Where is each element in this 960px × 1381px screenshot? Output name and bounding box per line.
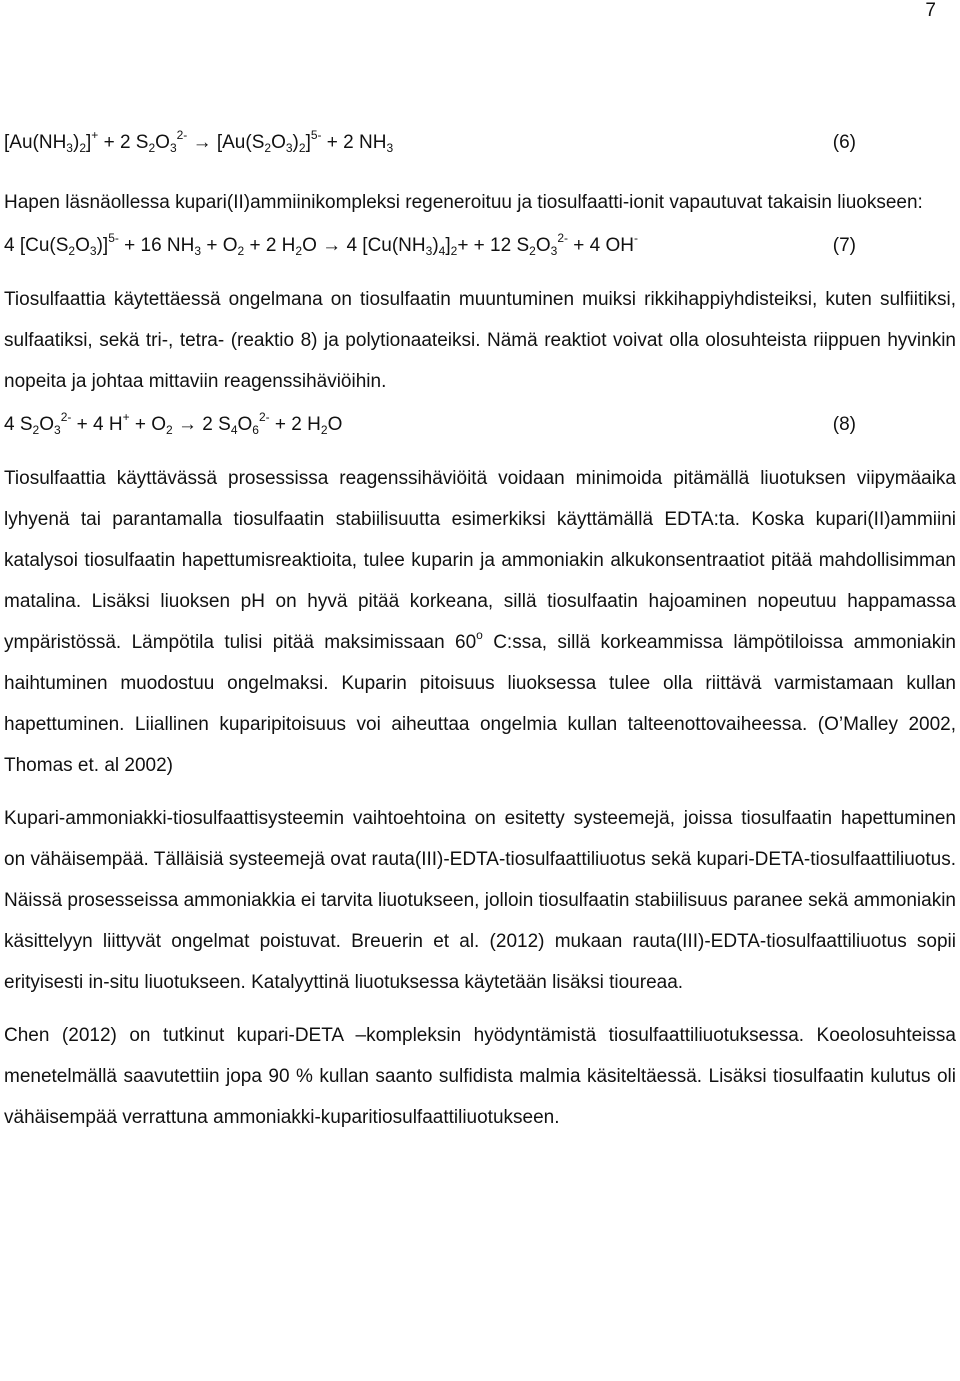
paragraph-2: Tiosulfaattia käytettäessä ongelmana on tiosulfaatin muuntuminen muiksi rikkihappiyhdisteiksi, kuten sulfiitiksi, sulfaatiksi, sekä tri-, tetra- (reaktio 8) ja polytionaateiksi. Nämä reaktiot voivat olla olosuhteista riippuen hyvinkin nopeita ja johtaa mittaviin reagenssihäviöihin. [4, 289, 956, 392]
paragraph-4: Kupari-ammoniakki-tiosulfaattisysteemin vaihtoehtoina on esitetty systeemejä, joissa tiosulfaatin hapettuminen on vähäisempää. Tälläisiä systeemejä ovat rauta(III)-EDTA-tiosulfaattiliuotus sekä kupari-DETA-tiosulfaattiliuotus. Näissä prosesseissa ammoniakkia ei tarvita liuotukseen, jolloin tiosulfaatin stabiilisuus paranee sekä ammoniakin käsittelyyn liittyvät ongelmat poistuvat. Breuerin et al. (2012) mukaan rauta(III)-EDTA-tiosulfaattiliuotus sopii erityisesti in-situ liuotukseen. Katalyyttinä liuotuksessa käytetään lisäksi tioureaa. [4, 808, 956, 993]
equation-6 [4, 124, 956, 164]
equation-8-number: (8) [832, 414, 856, 435]
equation-7-text: 4 $[Cu(S_2O_3)]^{5-} + 16$ $NH_3 + O_2 + 2$ $H_2O \to 4$ $[Cu(NH_3)_4]_2+ + 12$ $S_2O_3^{2-} + 4$ OH- [4, 231, 638, 258]
equation-7 [4, 227, 956, 267]
paragraph-1: Hapen läsnäollessa kupari(II)ammiinikompleksi regeneroituu ja tiosulfaatti-ionit vapautuvat takaisin liuokseen: [4, 192, 923, 213]
equation-8 [4, 406, 956, 446]
page-number: 7 [925, 0, 936, 21]
equation-6-number: (6) [832, 132, 856, 153]
equation-8-text: 4 $S_2O_3^{2-} + 4$ $H^+ + O_2 \to 2$ $S_4O_6^{2-} + 2$ $H_2O$ [4, 410, 343, 437]
paragraph-3: Tiosulfaattia käyttävässä prosessissa reagenssihäviöitä voidaan minimoida pitämällä liuotuksen viipymäaika lyhyenä tai parantamalla tiosulfaatin stabiilisuutta esimerkiksi käyttämällä EDTA:ta. Koska kupari(II)ammiini katalysoi tiosulfaatin hapettumisreaktioita, tulee kuparin ja ammoniakin alkukonsentraatiot pitää mahdollisimman matalina. Lisäksi liuoksen pH on hyvä pitää korkeana, sillä tiosulfaatin hajoaminen nopeutuu happamassa ympäristössä. Lämpötila tulisi pitää maksimissaan 60$^o$ C:ssa, sillä korkeammissa lämpötiloissa ammoniakin haihtuminen muodostuu ongelmaksi. Kuparin pitoisuus liuoksessa tulee olla riittävä varmistamaan kullan hapettuminen. Liiallinen kuparipitoisuus voi aiheuttaa ongelmia kullan talteenottovaiheessa. (O’Malley 2002, Thomas et. al 2002) [4, 468, 957, 776]
document-body [4, 124, 956, 1138]
equation-6-text: $[Au(NH_3)_2]^+ + 2$ $S_2O_3^{2-} \to [Au(S_2O_3)_2]^{5-} + 2$ $NH_3$ [4, 128, 394, 155]
equation-7-number: (7) [832, 235, 856, 256]
paragraph-5: Chen (2012) on tutkinut kupari-DETA –kompleksin hyödyntämistä tiosulfaattiliuotuksessa. Koeolosuhteissa menetelmällä saavutettiin jopa 90 % kullan saanto sulfidista malmia käsiteltäessä. Lisäksi tiosulfaatin kulutus oli vähäisempää verrattuna ammoniakki-kuparitiosulfaattiliuotukseen. [4, 1025, 956, 1128]
